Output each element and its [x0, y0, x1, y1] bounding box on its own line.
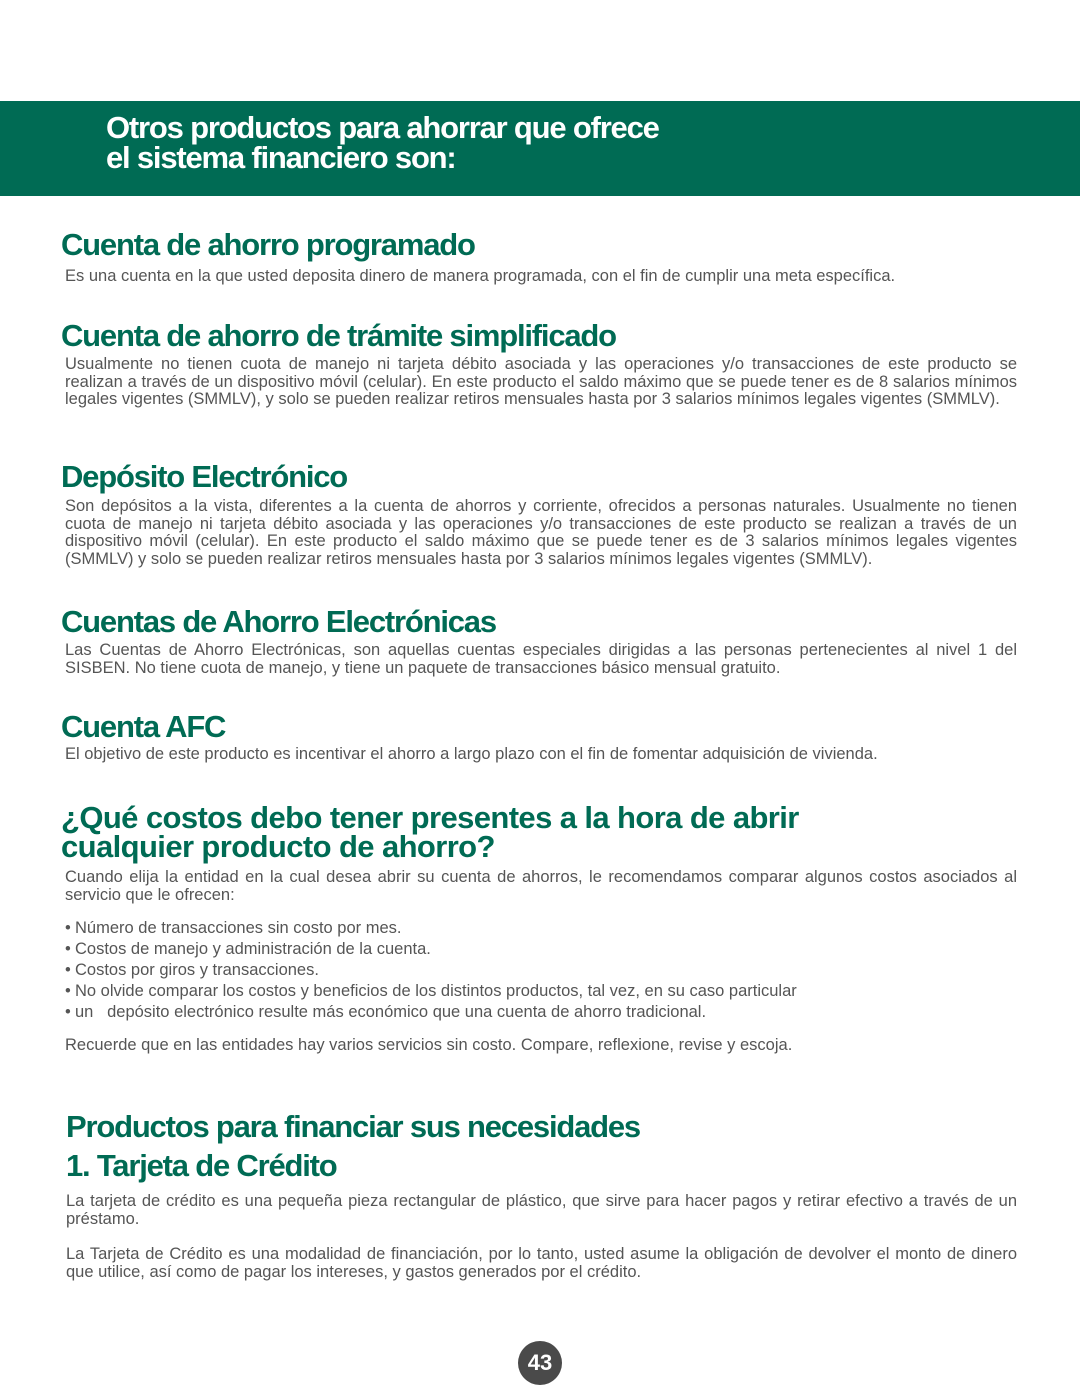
list-item: • Número de transacciones sin costo por mes.	[65, 918, 1021, 939]
section-heading: Cuenta de ahorro programado	[61, 227, 475, 262]
section-body: Las Cuentas de Ahorro Electrónicas, son aquellas cuentas especiales dirigidas a las personas pertenecientes al nivel 1 del SISBEN. No tiene cuota de manejo, y tiene un paquete de transacciones básico mensual gratuito.	[65, 641, 1017, 677]
section-heading: Cuenta de ahorro de trámite simplificado	[61, 318, 616, 353]
section-body: Es una cuenta en la que usted deposita dinero de manera programada, con el fin de cumplir una meta específica.	[65, 267, 896, 285]
financing-paragraph: La tarjeta de crédito es una pequeña pieza rectangular de plástico, que sirve para hacer pagos y retirar efectivo a través de un préstamo.	[66, 1192, 1017, 1228]
section-ahorro-programado	[61, 228, 1021, 286]
page-number-badge: 43	[518, 1341, 562, 1385]
costs-closing: Recuerde que en las entidades hay varios servicios sin costo. Compare, reflexione, revise y escoja.	[65, 1036, 793, 1054]
section-cuenta-afc	[61, 710, 1021, 764]
section-body: Usualmente no tienen cuota de manejo ni tarjeta débito asociada y las operaciones y/o transacciones de este producto se realizan a través de un dispositivo móvil (celular). En este producto el saldo máximo que se puede tener es de 8 salarios mínimos legales vigentes (SMMLV), y solo se pueden realizar retiros mensuales hasta por 3 salarios mínimos legales vigentes (SMMLV).	[65, 355, 1017, 408]
costs-list	[65, 918, 1021, 1023]
banner-title: Otros productos para ahorrar que ofrece el sistema financiero son:	[106, 110, 659, 175]
financing-heading: Productos para financiar sus necesidades	[66, 1109, 640, 1144]
section-body: Son depósitos a la vista, diferentes a la cuenta de ahorros y corriente, ofrecidos a personas naturales. Usualmente no tienen cuota de manejo ni tarjeta débito asociada y las operaciones y/o transacciones de este producto se realizan a través de un dispositivo móvil (celular). En este producto el saldo máximo que se puede tener es de 3 salarios mínimos legales vigentes (SMMLV) y solo se pueden realizar retiros mensuales hasta por 3 salarios mínimos legales vigentes (SMMLV).	[65, 497, 1017, 568]
costs-intro: Cuando elija la entidad en la cual desea abrir su cuenta de ahorros, le recomendamos comparar algunos costos asociados al servicio que le ofrecen:	[65, 868, 1017, 904]
list-item: • No olvide comparar los costos y beneficios de los distintos productos, tal vez, en su caso particular	[65, 981, 1021, 1002]
list-item-continuation	[65, 1002, 1021, 1023]
section-body: El objetivo de este producto es incentivar el ahorro a largo plazo con el fin de fomentar adquisición de vivienda.	[65, 745, 878, 763]
costs-heading: ¿Qué costos debo tener presentes a la hora de abrir cualquier producto de ahorro?	[61, 800, 799, 864]
section-financiar	[66, 1110, 1026, 1281]
list-item: • Costos por giros y transacciones.	[65, 960, 1021, 981]
list-item: • Costos de manejo y administración de la cuenta.	[65, 939, 1021, 960]
section-deposito-electronico	[61, 460, 1021, 568]
section-cuentas-electronicas	[61, 605, 1021, 677]
section-tramite-simplificado	[61, 319, 1021, 409]
section-heading: Depósito Electrónico	[61, 459, 348, 494]
section-heading: Cuenta AFC	[61, 709, 226, 744]
financing-subheading: 1. Tarjeta de Crédito	[66, 1148, 337, 1183]
financing-paragraph: La Tarjeta de Crédito es una modalidad de financiación, por lo tanto, usted asume la obligación de devolver el monto de dinero que utilice, así como de pagar los intereses, y gastos generados por el crédito.	[66, 1245, 1017, 1281]
section-costos	[61, 800, 1021, 1055]
section-heading: Cuentas de Ahorro Electrónicas	[61, 604, 496, 639]
list-item-text: un depósito electrónico resulte más económico que una cuenta de ahorro tradicional.	[75, 1003, 707, 1021]
header-banner	[0, 101, 1080, 196]
